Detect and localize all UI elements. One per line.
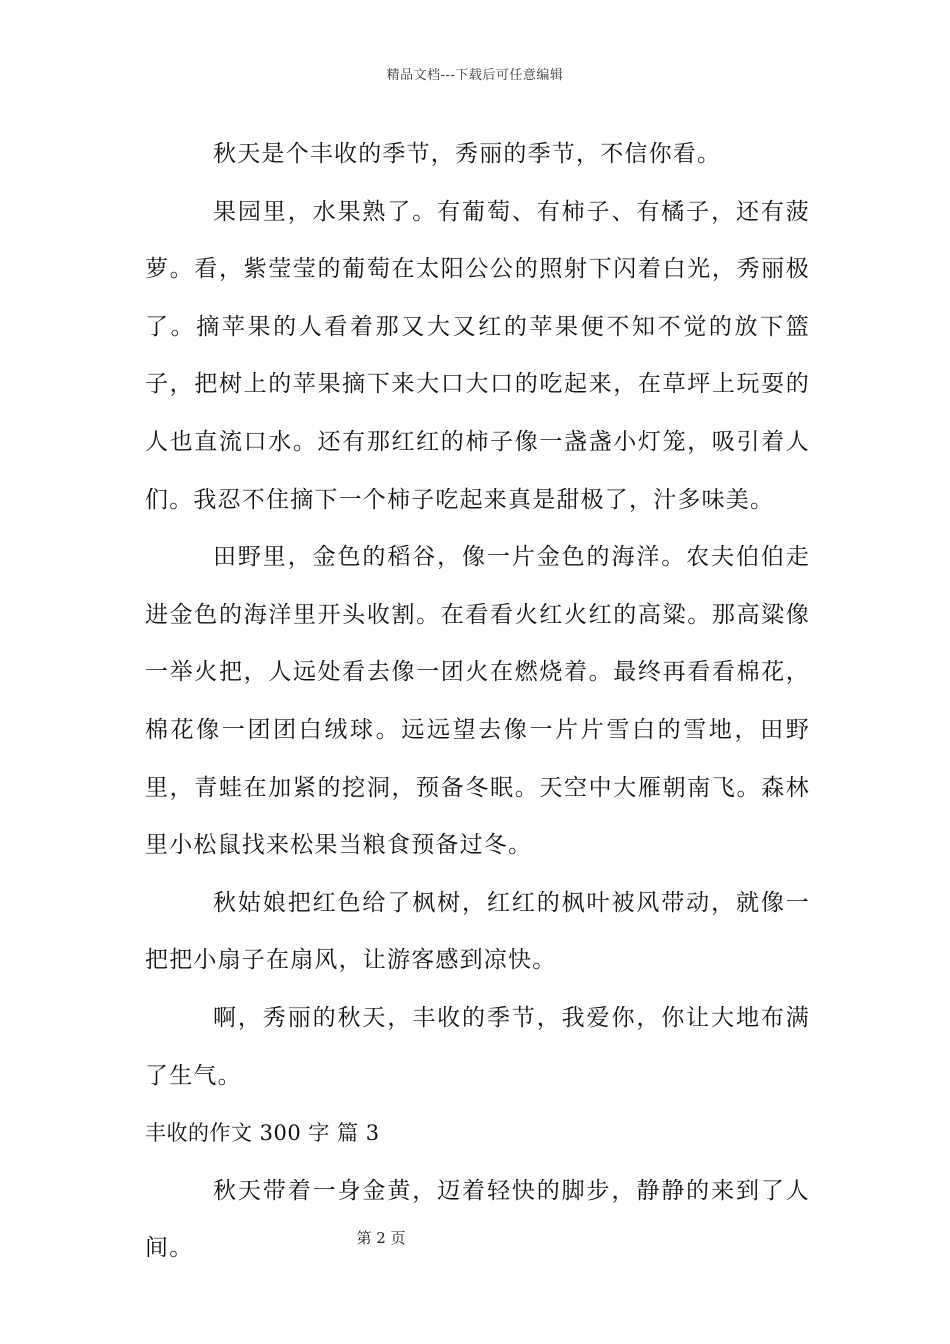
paragraph-4: 秋姑娘把红色给了枫树，红红的枫叶被风带动，就像一把把小扇子在扇风，让游客感到凉快。 <box>145 889 810 974</box>
paragraph-2: 果园里，水果熟了。有葡萄、有柿子、有橘子，还有菠萝。看，紫莹莹的葡萄在太阳公公的照射下闪着白光，秀丽极了。摘苹果的人看着那又大又红的苹果便不知不觉的放下篮子，把树上的苹果摘下来大口大口的吃起来，在草坪上玩耍的人也直流口水。还有那红红的柿子像一盏盏小灯笼，吸引着人们。我忍不住摘下一个柿子吃起来真是甜极了，汁多味美。 <box>145 198 810 513</box>
paragraph-6: 秋天带着一身金黄，迈着轻快的脚步，静静的来到了人间。 <box>145 1177 810 1262</box>
paragraph-3: 田野里，金色的稻谷，像一片金色的海洋。农夫伯伯走进金色的海洋里开头收割。在看看火红火红的高粱。那高粱像一举火把，人远处看去像一团火在燃烧着。最终再看看棉花，棉花像一团团白绒球。远远望去像一片片雪白的雪地，田野里，青蛙在加紧的挖洞，预备冬眠。天空中大雁朝南飞。森林里小松鼠找来松果当粮食预备过冬。 <box>145 544 810 859</box>
page-header: 精品文档---下载后可任意编辑 <box>386 68 564 83</box>
page-number: 第 2 页 <box>356 1229 406 1247</box>
paragraph-5: 啊，秀丽的秋天，丰收的季节，我爱你，你让大地布满了生气。 <box>145 1004 810 1089</box>
document-body <box>145 126 810 1278</box>
paragraph-1: 秋天是个丰收的季节，秀丽的季节，不信你看。 <box>213 141 722 167</box>
section-heading: 丰收的作文 300 字 篇 3 <box>145 1121 380 1146</box>
